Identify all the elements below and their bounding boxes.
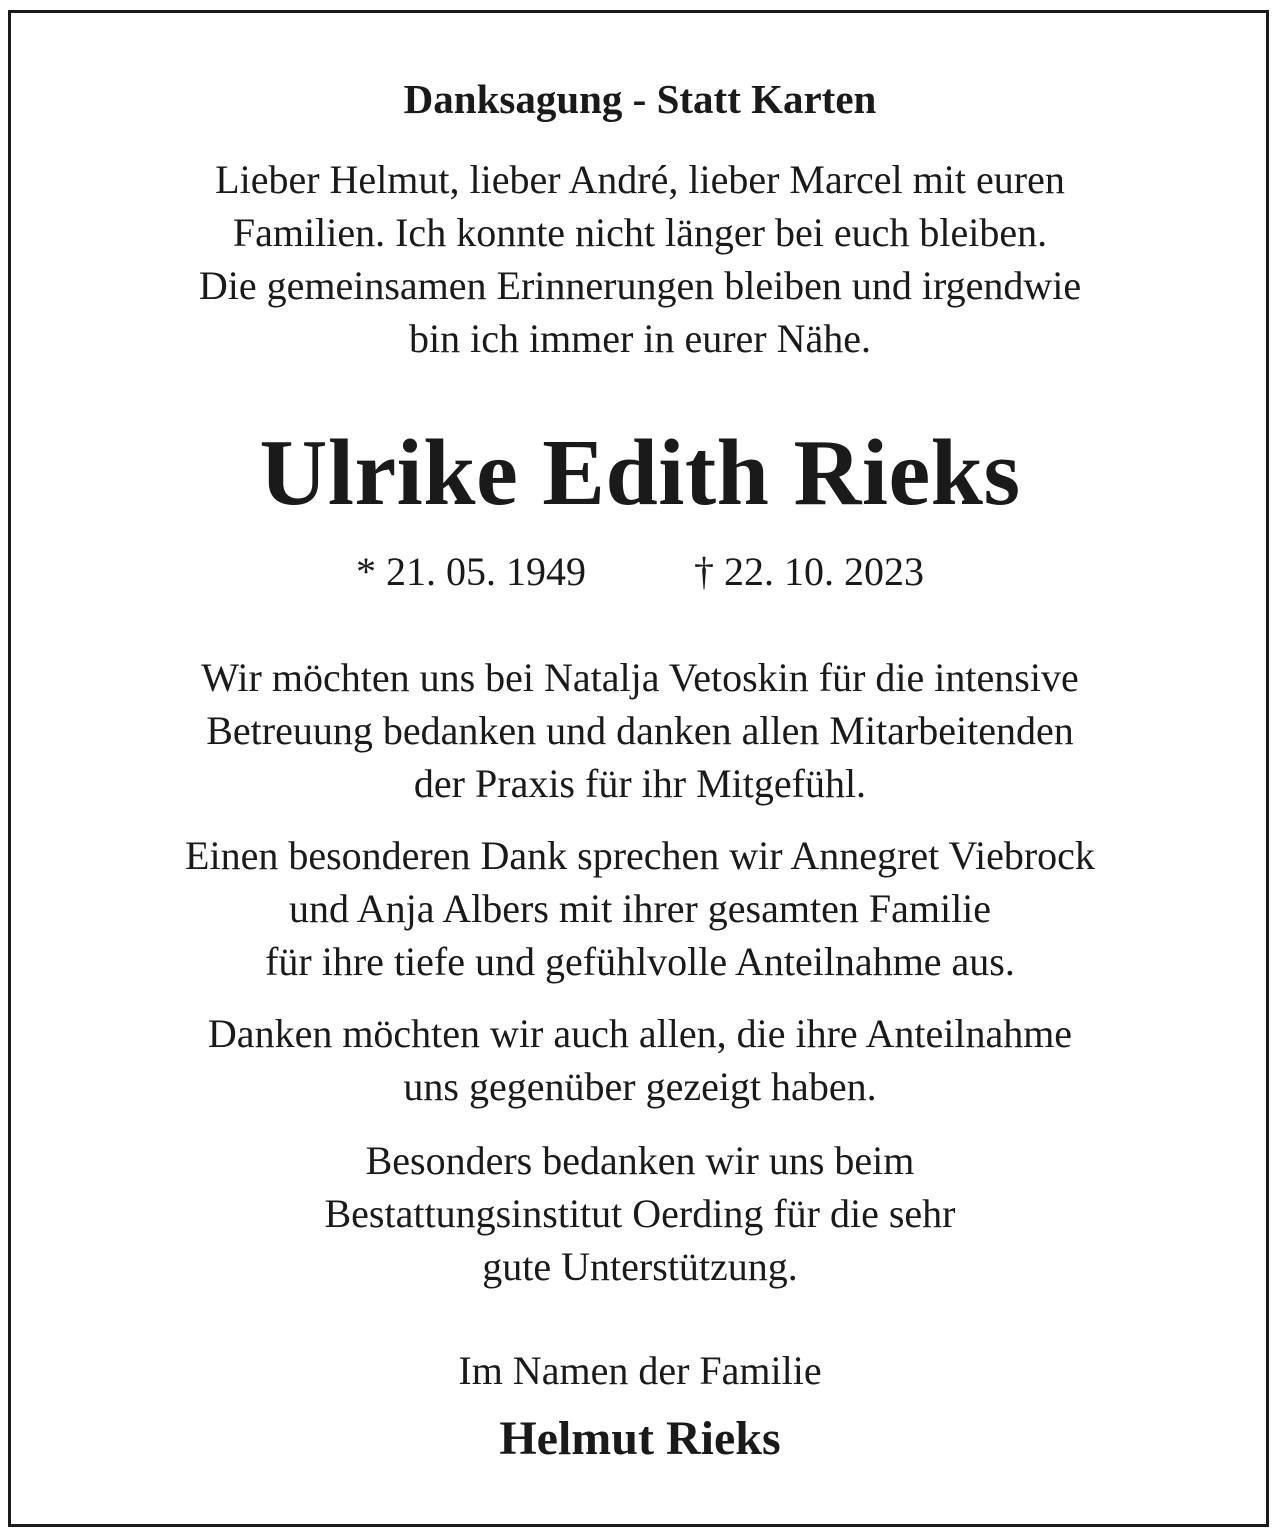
paragraph-line: und Anja Albers mit ihrer gesamten Familie <box>288 886 992 931</box>
paragraph-line: Danken möchten wir auch allen, die ihre Anteilnahme <box>207 1011 1073 1056</box>
birth-date: * 21. 05. 1949 <box>356 549 586 594</box>
intro-line: Lieber Helmut, lieber André, lieber Marcel mit euren <box>215 157 1065 202</box>
deceased-name: Ulrike Edith Rieks <box>259 421 1021 525</box>
thanks-paragraph <box>0 651 1280 810</box>
paragraph-line: Einen besonderen Dank sprechen wir Annegret Viebrock <box>185 833 1095 878</box>
intro-line: bin ich immer in eurer Nähe. <box>408 316 872 361</box>
intro-text <box>0 153 1280 365</box>
paragraph-line: Bestattungsinstitut Oerding für die sehr <box>324 1191 956 1236</box>
paragraph-line: gute Unterstützung. <box>482 1244 798 1289</box>
thanks-paragraph <box>0 1007 1280 1113</box>
thanks-paragraph <box>0 1134 1280 1293</box>
paragraph-line: Wir möchten uns bei Natalja Vetoskin für die intensive <box>201 655 1079 700</box>
life-dates <box>0 545 1280 599</box>
paragraph-line: uns gegenüber gezeigt haben. <box>403 1064 877 1109</box>
paragraph-line: Betreuung bedanken und danken allen Mitarbeitenden <box>206 708 1074 753</box>
notice-heading: Danksagung - Statt Karten <box>403 76 877 122</box>
closing-line: Im Namen der Familie <box>458 1348 822 1393</box>
paragraph-line: für ihre tiefe und gefühlvolle Anteilnahme aus. <box>265 939 1015 984</box>
thanks-paragraph <box>0 829 1280 988</box>
intro-line: Familien. Ich konnte nicht länger bei euch bleiben. <box>232 210 1048 255</box>
paragraph-line: der Praxis für ihr Mitgefühl. <box>413 761 867 806</box>
paragraph-line: Besonders bedanken wir uns beim <box>365 1138 915 1183</box>
intro-line: Die gemeinsamen Erinnerungen bleiben und irgendwie <box>198 263 1082 308</box>
death-date: † 22. 10. 2023 <box>694 549 924 594</box>
signature-name: Helmut Rieks <box>499 1412 781 1465</box>
